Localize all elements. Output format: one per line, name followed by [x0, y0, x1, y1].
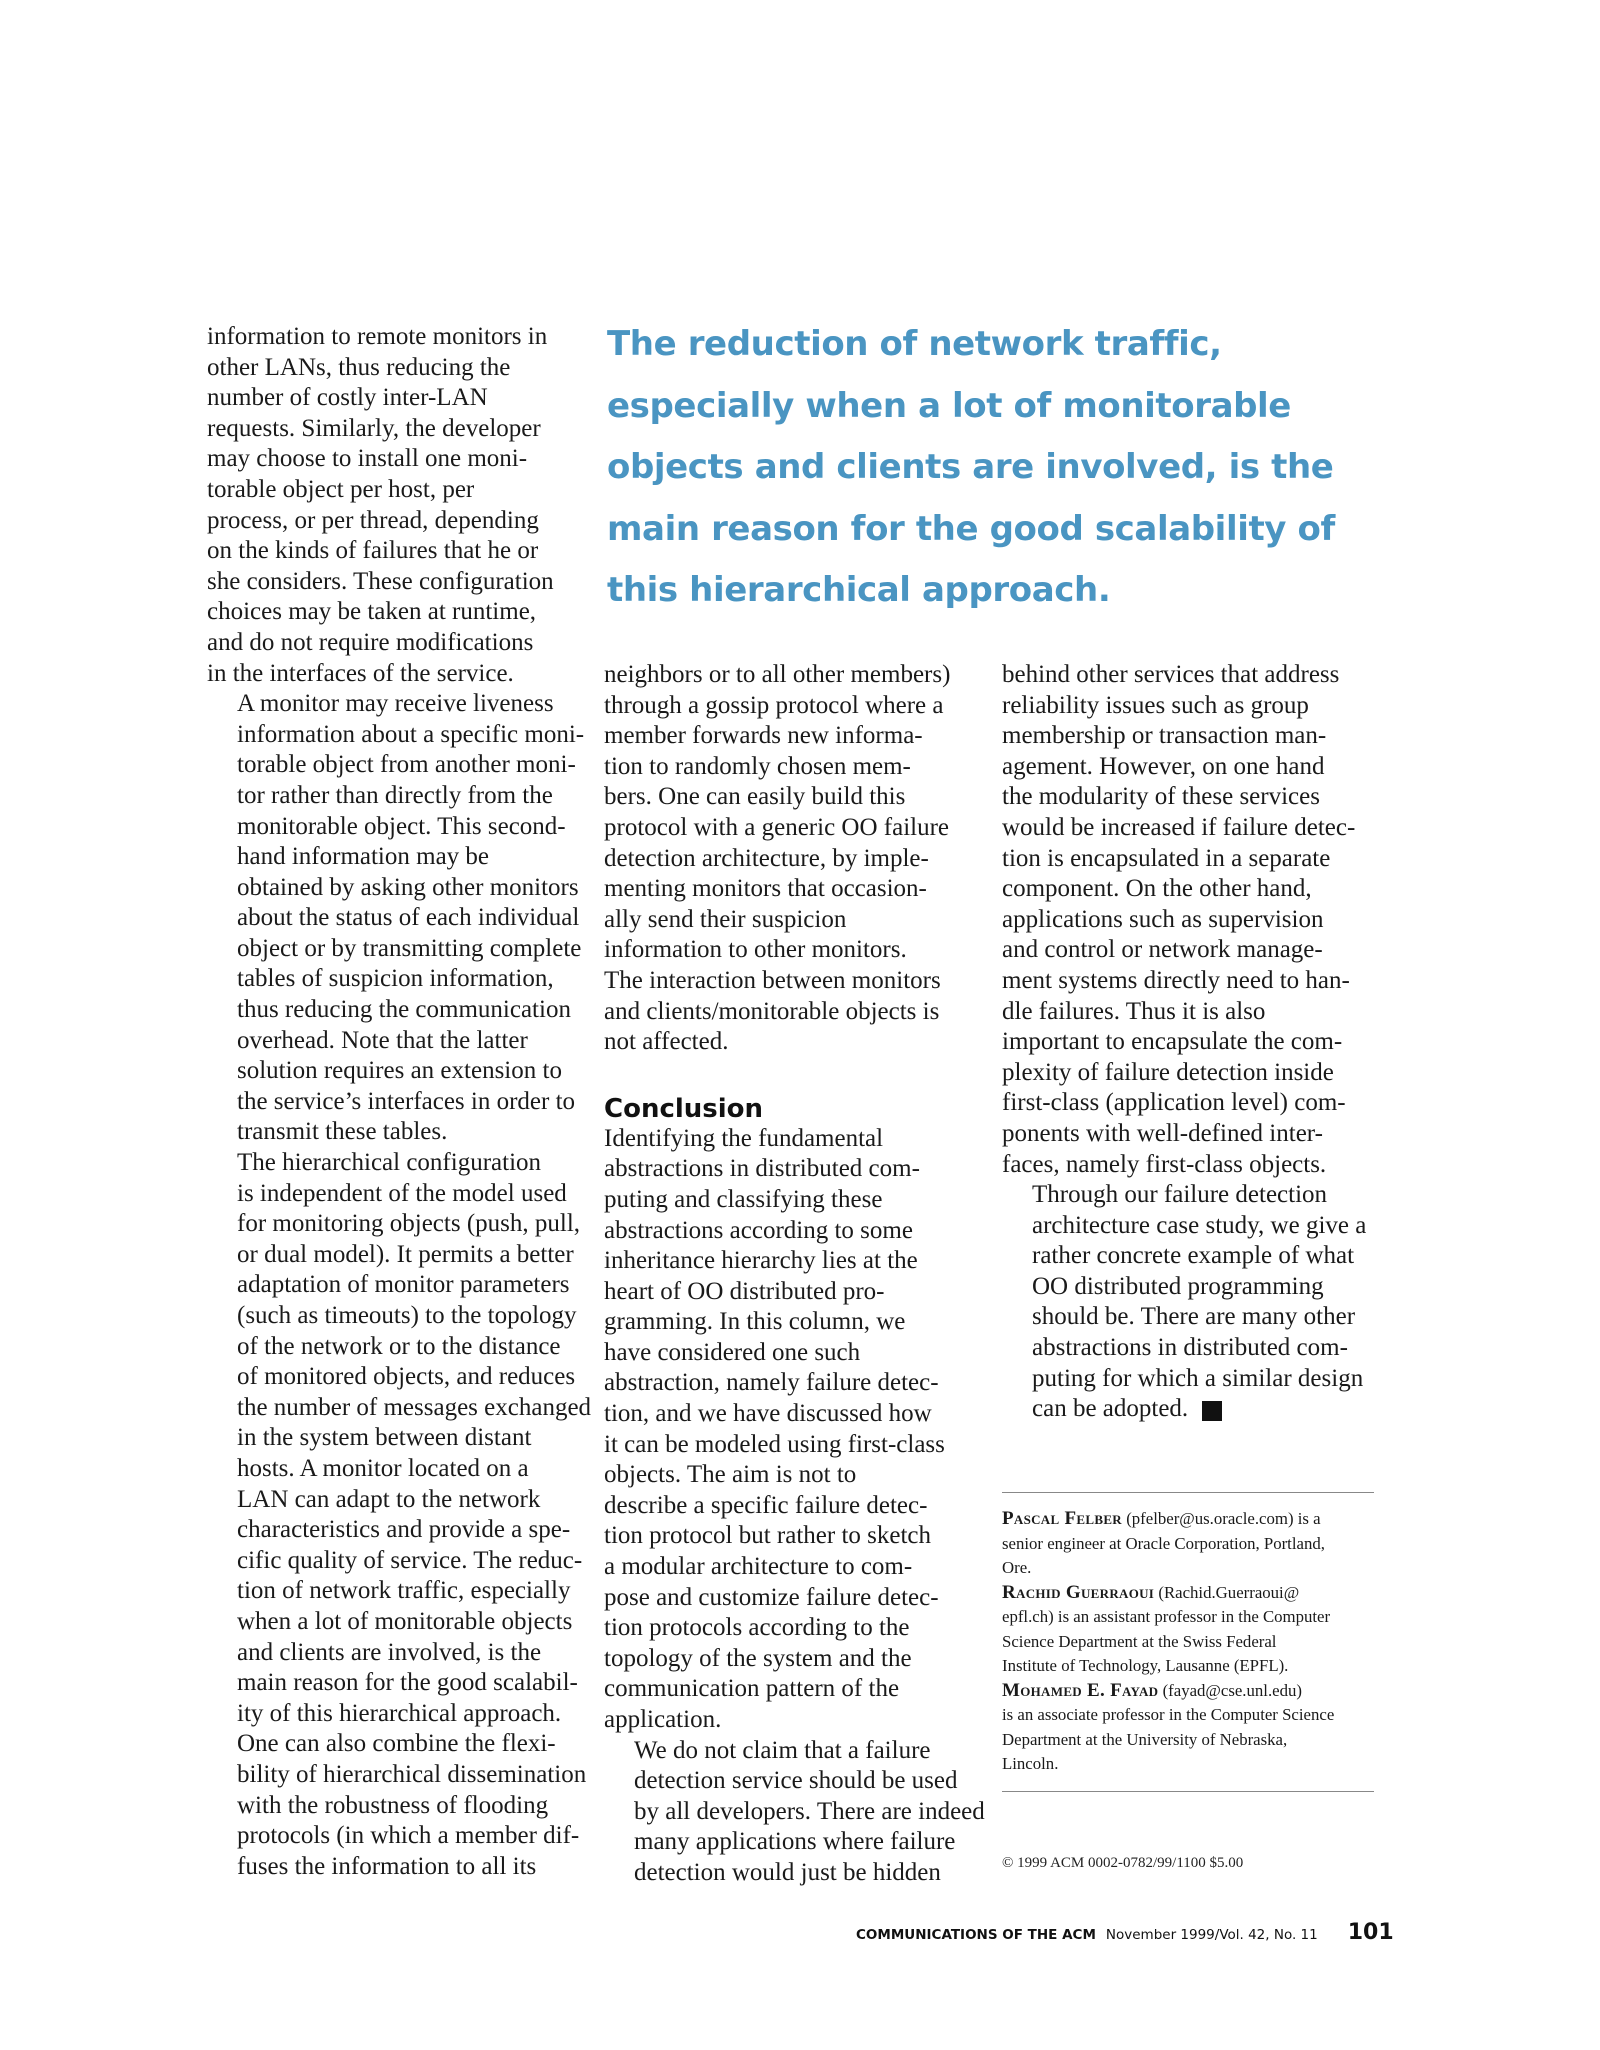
- paragraph: [604, 1124, 982, 1736]
- text-line: Institute of Technology, Lausanne (EPFL).: [1002, 1656, 1289, 1675]
- paragraph: [1002, 1180, 1380, 1425]
- text-line: tion is encapsulated in a separate: [1002, 844, 1331, 872]
- paragraph: [1002, 660, 1380, 1180]
- text-line: objects. The aim is not to: [604, 1461, 857, 1489]
- author-bios: [1002, 1492, 1374, 1792]
- text-line: abstractions in distributed com-: [604, 1155, 920, 1183]
- text-line: many applications where failure: [634, 1828, 956, 1856]
- author-name: Mohamed E. Fayad: [1002, 1679, 1159, 1701]
- journal-title: COMMUNICATIONS OF THE ACM: [856, 1927, 1096, 1943]
- text-line: ity of this hierarchical approach.: [237, 1699, 562, 1727]
- text-line: [1002, 1507, 1374, 1532]
- text-line: on the kinds of failures that he or: [207, 537, 539, 565]
- paragraph: [207, 1729, 585, 1882]
- text-line: information about a specific moni-: [237, 720, 585, 748]
- text-line: hosts. A monitor located on a: [237, 1454, 529, 1482]
- text-line: and clients are involved, is the: [237, 1638, 542, 1666]
- text-line: or dual model). It permits a better: [237, 1240, 574, 1268]
- text-line: a modular architecture to com-: [604, 1553, 913, 1581]
- copyright-notice: © 1999 ACM 0002-0782/99/1100 $5.00: [1002, 1855, 1244, 1871]
- text-line: information to other monitors.: [604, 936, 907, 964]
- text-fragment: can be adopted.: [1032, 1395, 1189, 1423]
- text-line: membership or transaction man-: [1002, 722, 1327, 750]
- text-line: is an associate professor in the Computer Science: [1002, 1705, 1335, 1724]
- paragraph: [207, 322, 585, 689]
- text-line: the service’s interfaces in order to: [237, 1087, 576, 1115]
- text-line: epfl.ch) is an assistant professor in the Computer: [1002, 1607, 1331, 1626]
- text-line: detection service should be used: [634, 1767, 958, 1795]
- page-number: 101: [1347, 1920, 1394, 1945]
- text-fragment: (fayad@cse.unl.edu): [1158, 1680, 1302, 1700]
- text-line: [1002, 1581, 1374, 1606]
- paragraph: [207, 689, 585, 1148]
- text-line: information to remote monitors in: [207, 323, 548, 350]
- text-line: OO distributed programming: [1032, 1272, 1324, 1300]
- text-line: One can also combine the flexi-: [237, 1730, 556, 1758]
- text-line: protocol with a generic OO failure: [604, 813, 950, 841]
- text-line: detection would just be hidden: [634, 1858, 941, 1886]
- text-line: by all developers. There are indeed: [634, 1797, 985, 1825]
- text-line: LAN can adapt to the network: [237, 1485, 541, 1513]
- author-bio: [1002, 1581, 1374, 1679]
- text-fragment: (pfelber@us.oracle.com) is a: [1122, 1509, 1321, 1528]
- text-line: it can be modeled using first-class: [604, 1430, 945, 1458]
- author-name: Pascal Felber: [1002, 1508, 1122, 1529]
- text-line: choices may be taken at runtime,: [207, 598, 537, 626]
- text-line: should be. There are many other: [1032, 1303, 1356, 1331]
- text-line: The hierarchical configuration: [237, 1149, 542, 1177]
- text-line: the modularity of these services: [1002, 783, 1320, 811]
- text-column-3: [1002, 660, 1380, 1425]
- text-fragment: (Rachid.Guerraoui@: [1154, 1582, 1300, 1602]
- author-name: Rachid Guerraoui: [1002, 1581, 1155, 1603]
- text-line: and do not require modifications: [207, 628, 534, 656]
- text-line: reliability issues such as group: [1002, 691, 1309, 719]
- text-line: in the system between distant: [237, 1424, 532, 1452]
- text-line: tion of network traffic, especially: [237, 1577, 571, 1605]
- text-line: abstractions in distributed com-: [1032, 1334, 1348, 1362]
- text-line: applications such as supervision: [1002, 905, 1324, 933]
- text-line: ponents with well-defined inter-: [1002, 1119, 1323, 1147]
- text-line: dle failures. Thus it is also: [1002, 997, 1266, 1025]
- text-line: first-class (application level) com-: [1002, 1089, 1346, 1117]
- issue-info: November 1999/Vol. 42, No. 11: [1105, 1927, 1318, 1943]
- text-line: protocols (in which a member dif-: [237, 1822, 580, 1850]
- text-line: topology of the system and the: [604, 1644, 912, 1672]
- text-line: when a lot of monitorable objects: [237, 1607, 573, 1635]
- text-line: torable object from another moni-: [237, 751, 576, 779]
- text-column-1: [207, 322, 592, 1882]
- pull-quote-line: especially when a lot of monitorable: [607, 385, 1291, 426]
- text-line: torable object per host, per: [207, 475, 475, 503]
- text-line: about the status of each individual: [237, 904, 580, 932]
- text-line: We do not claim that a failure: [634, 1736, 931, 1764]
- paragraph: [604, 660, 982, 1058]
- text-line: not affected.: [604, 1028, 729, 1056]
- author-bio: [1002, 1679, 1374, 1777]
- text-line: solution requires an extension to: [237, 1057, 562, 1085]
- text-line: Ore.: [1002, 1558, 1032, 1577]
- text-line: object or by transmitting complete: [237, 934, 582, 962]
- pull-quote-line: this hierarchical approach.: [607, 570, 1111, 610]
- text-line: and clients/monitorable objects is: [604, 997, 940, 1025]
- text-line: heart of OO distributed pro-: [604, 1277, 885, 1305]
- text-line: bility of hierarchical dissemination: [237, 1760, 587, 1788]
- text-line: main reason for the good scalabil-: [237, 1669, 578, 1697]
- text-line: pose and customize failure detec-: [604, 1583, 939, 1611]
- text-line: in the interfaces of the service.: [207, 659, 514, 687]
- text-line: The interaction between monitors: [604, 966, 941, 994]
- text-line: abstraction, namely failure detec-: [604, 1369, 939, 1397]
- text-line: tor rather than directly from the: [237, 781, 553, 809]
- text-line: senior engineer at Oracle Corporation, Portland,: [1002, 1533, 1325, 1553]
- text-line: agement. However, on one hand: [1002, 752, 1325, 780]
- text-line: number of costly inter-LAN: [207, 384, 488, 412]
- text-line: requests. Similarly, the developer: [207, 414, 541, 442]
- text-line: architecture case study, we give a: [1032, 1211, 1367, 1239]
- text-line: process, or per thread, depending: [207, 506, 539, 534]
- text-line: detection architecture, by imple-: [604, 844, 929, 872]
- text-line: is independent of the model used: [237, 1179, 567, 1207]
- text-line: of monitored objects, and reduces: [237, 1363, 576, 1391]
- text-line: through a gossip protocol where a: [604, 691, 944, 719]
- text-line: for monitoring objects (push, pull,: [237, 1210, 581, 1238]
- text-line: adaptation of monitor parameters: [237, 1271, 570, 1299]
- paragraph: [604, 1736, 985, 1889]
- text-line: puting and classifying these: [604, 1185, 883, 1213]
- text-line: bers. One can easily build this: [604, 783, 906, 811]
- text-line: would be increased if failure detec-: [1002, 813, 1356, 841]
- text-line: the number of messages exchanged: [237, 1393, 592, 1421]
- text-line: have considered one such: [604, 1338, 861, 1366]
- text-column-2: [604, 660, 985, 1889]
- text-line: thus reducing the communication: [237, 996, 571, 1024]
- text-line: obtained by asking other monitors: [237, 873, 579, 901]
- text-line: hand information may be: [237, 843, 490, 871]
- text-line: faces, namely first-class objects.: [1002, 1150, 1327, 1178]
- text-line: Through our failure detection: [1032, 1181, 1328, 1209]
- text-line: tion to randomly chosen mem-: [604, 752, 911, 780]
- text-line: Department at the University of Nebraska,: [1002, 1729, 1288, 1749]
- text-line: describe a specific failure detec-: [604, 1491, 928, 1519]
- text-line: communication pattern of the: [604, 1675, 900, 1703]
- paragraph: [207, 1148, 592, 1729]
- text-line: Identifying the fundamental: [604, 1124, 884, 1152]
- text-line: tion protocol but rather to sketch: [604, 1522, 932, 1550]
- pull-quote-line: objects and clients are involved, is the: [607, 447, 1334, 487]
- text-line: tion, and we have discussed how: [604, 1400, 932, 1428]
- author-bio: [1002, 1507, 1374, 1581]
- text-line: other LANs, thus reducing the: [207, 353, 511, 381]
- text-line: plexity of failure detection inside: [1002, 1058, 1334, 1086]
- text-line: of the network or to the distance: [237, 1332, 561, 1360]
- text-line: characteristics and provide a spe-: [237, 1516, 571, 1544]
- text-line: and control or network manage-: [1002, 936, 1323, 964]
- text-line: may choose to install one moni-: [207, 445, 528, 473]
- text-line: menting monitors that occasion-: [604, 875, 927, 903]
- text-line: overhead. Note that the latter: [237, 1026, 528, 1054]
- text-line: member forwards new informa-: [604, 722, 923, 750]
- paragraph-lines: [1002, 1180, 1380, 1394]
- text-line: with the robustness of flooding: [237, 1791, 549, 1819]
- text-line: ment systems directly need to han-: [1002, 966, 1350, 994]
- text-line: puting for which a similar design: [1032, 1364, 1364, 1392]
- text-line: abstractions according to some: [604, 1216, 913, 1244]
- page-footer: [856, 1920, 1394, 1945]
- text-line: inheritance hierarchy lies at the: [604, 1247, 918, 1275]
- text-line: she considers. These configuration: [207, 567, 554, 595]
- pull-quote: [607, 314, 1367, 622]
- text-line: ally send their suspicion: [604, 905, 847, 933]
- text-line: fuses the information to all its: [237, 1852, 537, 1880]
- text-line: monitorable object. This second-: [237, 812, 566, 840]
- text-line: gramming. In this column, we: [604, 1308, 906, 1336]
- text-line: component. On the other hand,: [1002, 875, 1312, 903]
- text-line: behind other services that address: [1002, 661, 1340, 688]
- text-line: Lincoln.: [1002, 1754, 1059, 1773]
- pull-quote-line: main reason for the good scalability of: [607, 508, 1335, 549]
- text-line: cific quality of service. The reduc-: [237, 1546, 583, 1574]
- text-line: neighbors or to all other members): [604, 661, 951, 688]
- text-line: [1002, 1394, 1380, 1425]
- text-line: [1002, 1679, 1374, 1704]
- text-line: important to encapsulate the com-: [1002, 1028, 1343, 1056]
- text-line: application.: [604, 1706, 722, 1733]
- end-of-article-icon: C: [1202, 1401, 1222, 1421]
- text-line: transmit these tables.: [237, 1118, 448, 1146]
- text-line: tables of suspicion information,: [237, 965, 554, 993]
- text-line: tion protocols according to the: [604, 1614, 910, 1642]
- text-line: (such as timeouts) to the topology: [237, 1302, 577, 1329]
- section-heading-conclusion: Conclusion: [604, 1093, 764, 1124]
- text-line: rather concrete example of what: [1032, 1242, 1355, 1270]
- pull-quote-line: The reduction of network traffic,: [607, 324, 1222, 364]
- text-line: A monitor may receive liveness: [237, 690, 554, 718]
- text-line: Science Department at the Swiss Federal: [1002, 1631, 1277, 1651]
